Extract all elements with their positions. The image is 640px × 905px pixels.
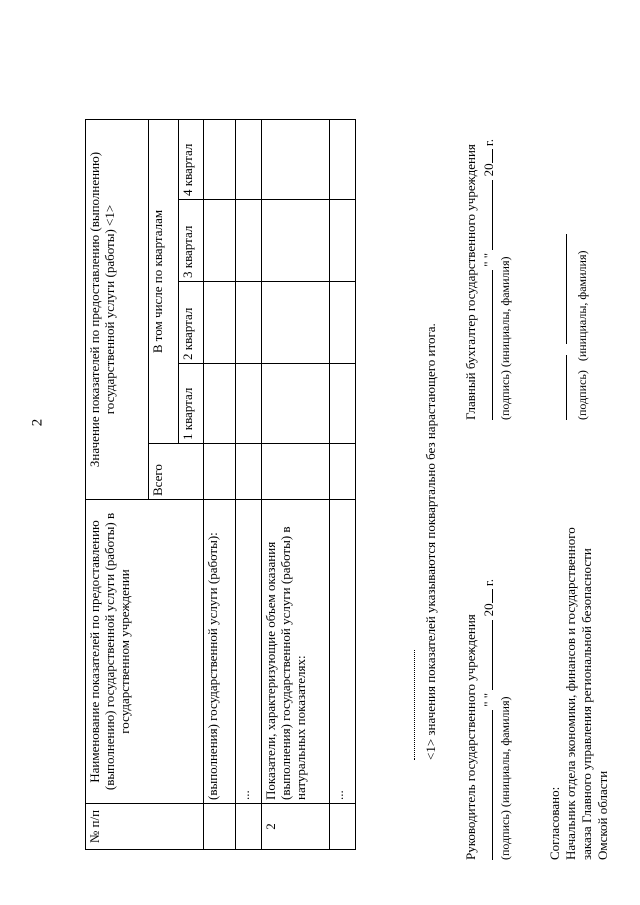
accountant-name-label: (инициалы, фамилия) — [498, 256, 512, 368]
footnote-separator — [414, 650, 415, 760]
accountant-signature-block — [463, 20, 513, 420]
agreed-line3: Омской области — [595, 770, 610, 860]
head-name-label: (инициалы, фамилия) — [498, 696, 512, 808]
header-q3: 3 квартал — [179, 200, 204, 282]
header-q4: 4 квартал — [179, 120, 204, 200]
row1-name: (выполнения) государственной услуги (работы): — [204, 500, 236, 804]
header-q2: 2 квартал — [179, 282, 204, 364]
indicators-table — [85, 119, 356, 850]
agreed-title: Согласовано: — [547, 786, 562, 860]
agreed-block — [547, 420, 611, 860]
header-q1: 1 квартал — [179, 364, 204, 444]
row2-number: 2 — [262, 804, 330, 850]
accountant-year-suffix: г. — [481, 139, 496, 147]
table-row — [236, 120, 262, 850]
accountant-quote: " " — [481, 252, 496, 267]
table-row — [330, 120, 356, 850]
header-indicator-name: Наименование показателей по предоставлению (выполнению) государственной услуги (работы) в государственном учреждении — [86, 500, 204, 804]
agreed-sign-label: (подпись) — [575, 370, 589, 420]
accountant-sign-label: (подпись) — [498, 370, 512, 420]
agreed-name-label: (инициалы, фамилия) — [575, 250, 589, 362]
table-row — [204, 120, 236, 850]
row2-name: Показатели, характеризующие объем оказания (выполнения) государственной услуги (работы) в натуральных показателях: — [262, 500, 330, 804]
head-quote: " " — [481, 692, 496, 707]
footnote: <1> значения показателей указываются поквартально без нарастающего итога. — [423, 323, 438, 760]
agreed-signature-lines — [555, 160, 590, 420]
row1-dots: ... — [236, 500, 262, 804]
row2-dots: ... — [330, 500, 356, 804]
agreed-line1: Начальник отдела экономики, финансов и государственного — [563, 527, 578, 860]
head-sign-label: (подпись) — [498, 810, 512, 860]
accountant-year-prefix: 20 — [481, 163, 496, 177]
head-signature-block — [463, 430, 513, 860]
table-row — [262, 120, 330, 850]
accountant-title: Главный бухгалтер государственного учреждения — [463, 144, 478, 420]
agreed-line2: заказа Главного управления региональной безопасности — [579, 548, 594, 860]
header-total: Всего — [149, 444, 204, 500]
head-year-prefix: 20 — [481, 603, 496, 617]
rotated-page-content — [75, 30, 635, 860]
header-by-quarters: В том числе по кварталам — [149, 120, 179, 444]
page-number: 2 — [29, 418, 46, 427]
head-year-suffix: г. — [481, 579, 496, 587]
header-values: Значение показателей по предоставлению (выполнению) государственной услуги (работы) <1> — [86, 120, 149, 500]
header-number: № п/п — [86, 804, 204, 850]
head-title: Руководитель государственного учреждения — [463, 614, 478, 860]
